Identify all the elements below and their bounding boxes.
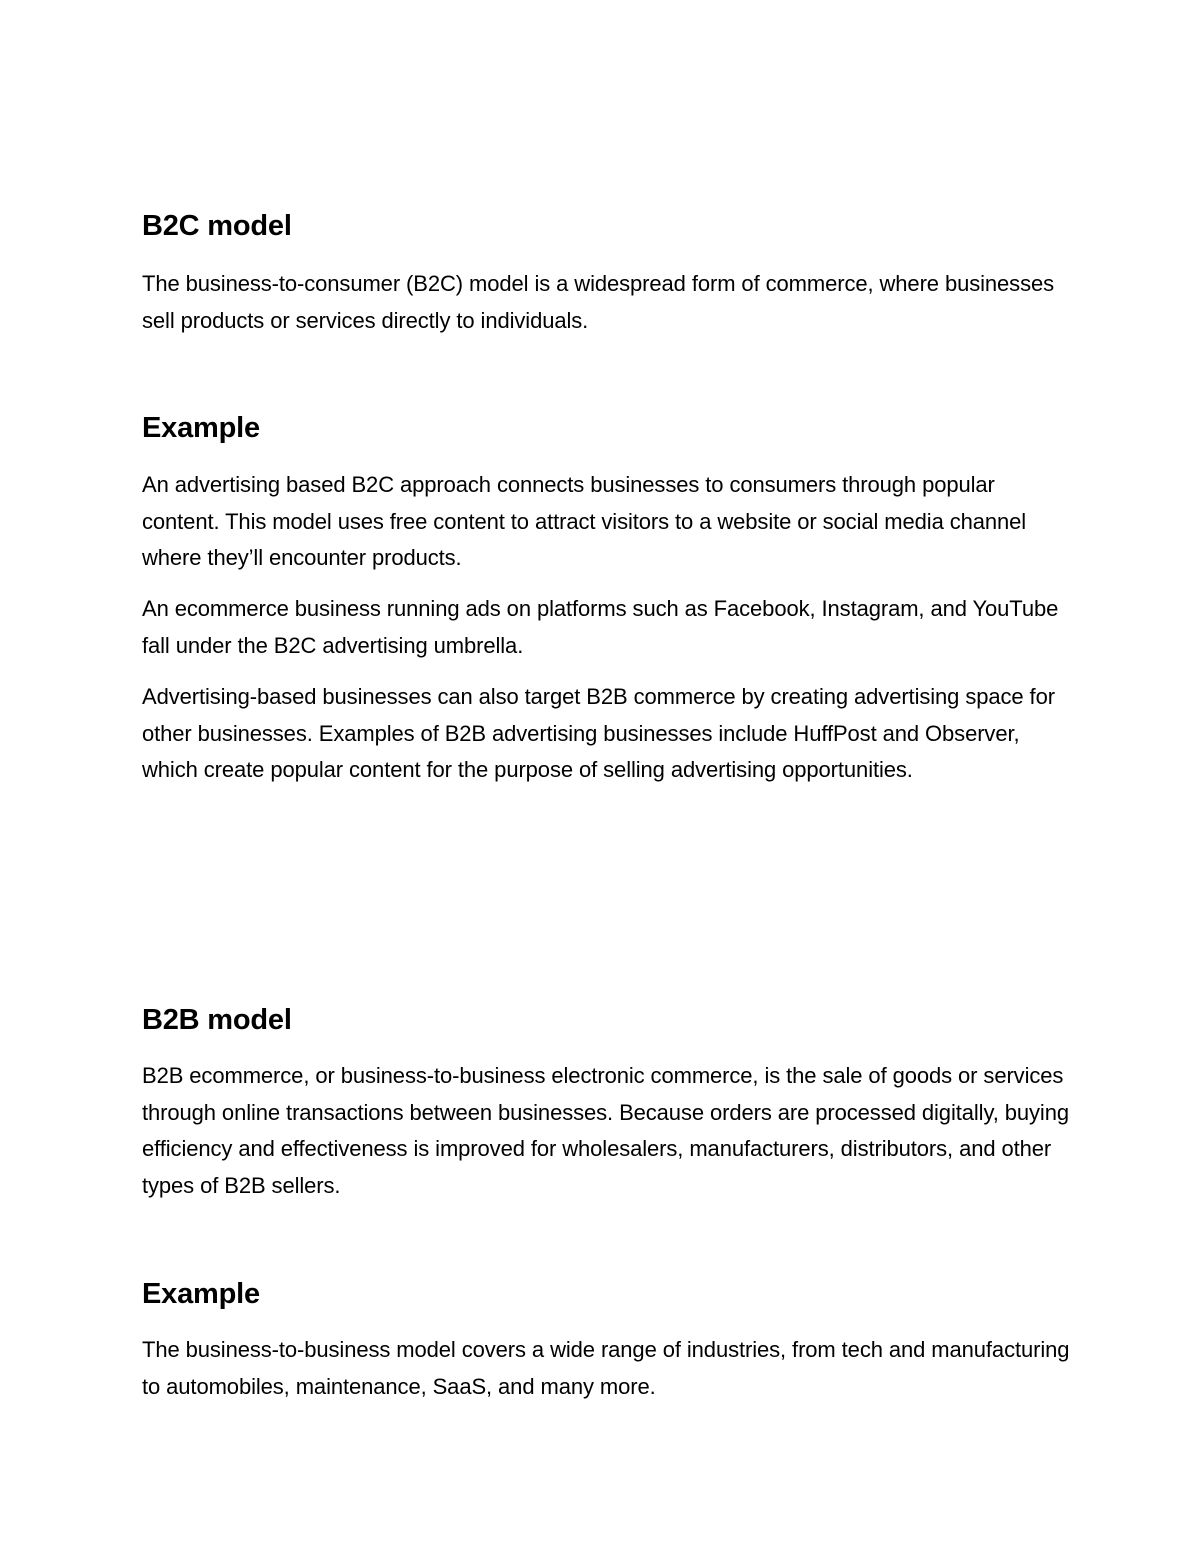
b2b-example-paragraph: The business-to-business model covers a wide range of industries, from tech and manufacturing to automobiles, maintenance, SaaS, and many more. [142,1337,1070,1399]
b2b-example-heading: Example [142,1278,260,1310]
b2c-paragraph: The business-to-consumer (B2C) model is a widespread form of commerce, where businesses sell products or services directly to individuals. [142,271,1055,333]
b2c-example-heading: Example [142,412,260,444]
b2c-heading: B2C model [142,210,292,242]
b2c-example-paragraph-1: An advertising based B2C approach connects businesses to consumers through popular content. This model uses free content to attract visitors to a website or social media channel where they’ll encounter products. [142,472,1027,570]
b2c-example-paragraph-3: Advertising-based businesses can also target B2B commerce by creating advertising space for other businesses. Examples of B2B advertising businesses include HuffPost and Observer, which create popular content for the purpose of selling advertising opportunities. [142,684,1055,782]
b2b-heading: B2B model [142,1004,292,1036]
b2c-example-paragraph-2: An ecommerce business running ads on platforms such as Facebook, Instagram, and YouTube fall under the B2C advertising umbrella. [142,596,1059,658]
b2b-paragraph: B2B ecommerce, or business-to-business electronic commerce, is the sale of goods or services through online transactions between businesses. Because orders are processed digitally, buying efficiency and effectiveness is improved for wholesalers, manufacturers, distributors, and other types of B2B sellers. [142,1063,1069,1198]
